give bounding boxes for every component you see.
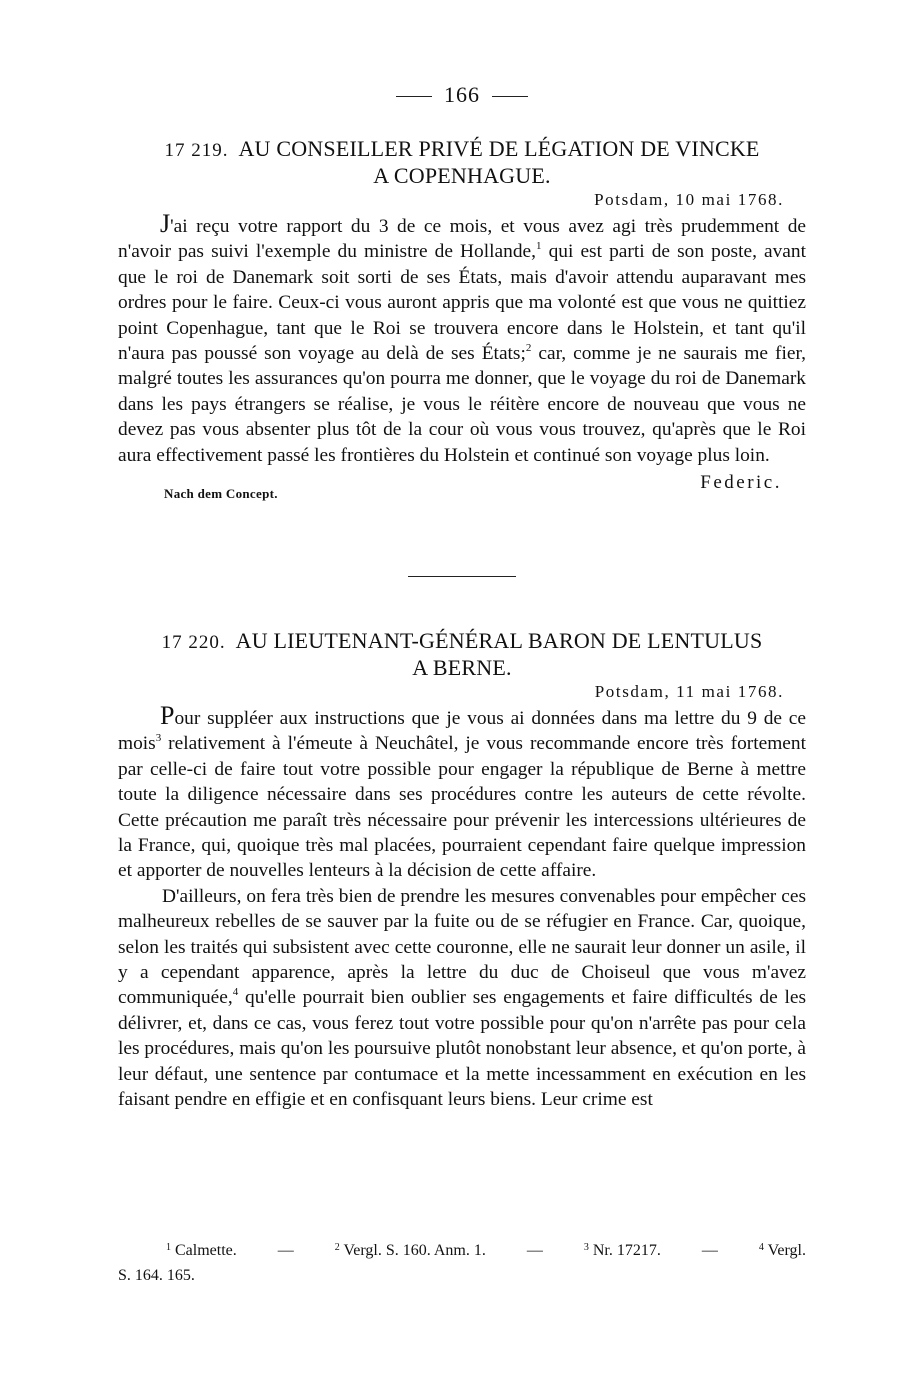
footnote-mark: 3 xyxy=(583,1242,589,1253)
letter-17219 xyxy=(118,136,806,508)
footnote-3 xyxy=(584,1238,661,1263)
footnote-text: Vergl. S. 160. Anm. 1. xyxy=(343,1242,486,1259)
footnote-ref-4: 4 xyxy=(232,986,239,999)
letter-number: 17 219. xyxy=(164,140,229,161)
letter-dateline: Potsdam, 10 mai 1768. xyxy=(594,190,784,209)
paragraph-text: qu'elle pourrait bien oublier ses engagements et faire difficultés de les délivrer, et, dans ce cas, vous ferez tout votre possible pour qu'on n'arrête pas pour cela les procédures, mais qu'on les poursuive plutôt nonobstant leur absence, et qu'on porte, à leur défaut, une sentence par contumace et la mette incessamment en exécution en les faisant pendre en effigie et en confisquant leurs biens. Leur crime est xyxy=(118,987,806,1111)
drop-initial: P xyxy=(160,701,175,730)
page-number-dash-left xyxy=(396,96,432,97)
letter-heading xyxy=(118,136,806,188)
footnotes xyxy=(118,1238,806,1288)
footnote-ref-2: 2 xyxy=(525,342,532,355)
letter-recipient: AU LIEUTENANT-GÉNÉRAL BARON DE LENTULUS xyxy=(235,628,763,653)
letter-heading-line2: A BERNE. xyxy=(412,655,512,680)
page-number-text: 166 xyxy=(444,82,480,107)
letter-heading-line1 xyxy=(118,628,806,655)
footnote-4 xyxy=(759,1238,806,1263)
drop-initial: J xyxy=(160,209,171,238)
paragraph-text: relativement à l'émeute à Neuchâtel, je vous recommande encore très fortement par celle-ci de faire tout votre possible pour engager la république de Berne à mettre toute la diligence nécessaire dans ses procédures contre les auteurs de cette révolte. Cette précaution me paraît très nécessaire pour prévenir les intercessions ultérieures de la France, qui, quoique très mal placées, pourraient cependant faire quelque impression et apporter de nouvelles lenteurs à la décision de cette affaire. xyxy=(118,733,806,882)
page-number-dash-right xyxy=(492,96,528,97)
footnote-separator: — xyxy=(277,1242,294,1259)
paragraph-text: 'ai reçu votre rapport du 3 de ce mois, et vous avez agi très prudemment de n'avoir pas suivi l'exemple du ministre de Hollande, xyxy=(118,216,806,263)
footnote-text: Calmette. xyxy=(175,1242,237,1259)
letter-17220 xyxy=(118,628,806,1113)
letter-body xyxy=(118,209,806,468)
paragraph-text: our suppléer aux instructions que je vous ai données dans ma lettre du 9 de ce mois xyxy=(118,708,806,755)
paragraph-text: qui est parti de son poste, avant que le roi de Danemark soit sorti de ses États, mais d'avoir attendu auparavant mes ordres pour le faire. Ceux-ci vous auront appris que ma volonté est que vous ne quittiez point Copenhague, tant que le Roi se trouvera encore dans le Holstein, et tant qu'il n'aura pas poussé son voyage au delà de ses États; xyxy=(118,241,806,365)
footnote-1 xyxy=(166,1238,237,1263)
section-separator xyxy=(408,576,516,577)
footnote-text: Vergl. xyxy=(767,1242,806,1259)
footnote-2 xyxy=(335,1238,486,1263)
footnote-text: Nr. 17217. xyxy=(592,1242,661,1259)
footnote-mark: 2 xyxy=(334,1242,340,1253)
letter-body xyxy=(118,701,806,1113)
letter-closing xyxy=(118,468,806,508)
footnote-separator: — xyxy=(701,1242,718,1259)
footnotes-line xyxy=(118,1238,806,1263)
paragraph-text: car, comme je ne saurais me fier, malgré toutes les assurances qu'on pourra me donner, que le voyage du roi de Danemark dans les pays étrangers se réalise, je vous le réitère encore de nouveau que vous ne devez pas vous absenter plus tôt de la cour où vous vous trouvez, qu'après que le Roi aura effectivement passé les frontières du Holstein et continué son voyage plus loin. xyxy=(118,343,806,466)
signature: Federic. xyxy=(700,472,782,494)
page xyxy=(118,0,806,1381)
letter-paragraph xyxy=(118,209,806,468)
letter-heading-line1 xyxy=(118,136,806,163)
letter-number: 17 220. xyxy=(161,632,226,653)
letter-recipient: AU CONSEILLER PRIVÉ DE LÉGATION DE VINCKE xyxy=(238,136,760,161)
footnote-mark: 1 xyxy=(166,1242,171,1253)
letter-dateline: Potsdam, 11 mai 1768. xyxy=(594,682,784,701)
footnote-ref-1: 1 xyxy=(535,240,542,253)
letter-heading xyxy=(118,628,806,680)
footnote-continuation: S. 164. 165. xyxy=(118,1267,195,1284)
letter-paragraph xyxy=(118,884,806,1113)
footnote-mark: 4 xyxy=(758,1242,764,1253)
footnote-ref-3: 3 xyxy=(155,732,162,745)
footnote-separator: — xyxy=(526,1242,543,1259)
paragraph-text: D'ailleurs, on fera très bien de prendre les mesures convenables pour empêcher ces malheureux rebelles de se sauver par la fuite ou de se réfugier en France. Car, quoique, selon les traités qui subsistent avec cette couronne, elle ne saurait leur donner un asile, il y a cependant apparence, après la lettre du duc de Choiseul que vous m'avez communiquée, xyxy=(118,885,806,1009)
page-number xyxy=(118,82,806,108)
letter-heading-line2: A COPENHAGUE. xyxy=(373,163,551,188)
source-note: Nach dem Concept. xyxy=(164,486,278,502)
letter-paragraph xyxy=(118,701,806,884)
